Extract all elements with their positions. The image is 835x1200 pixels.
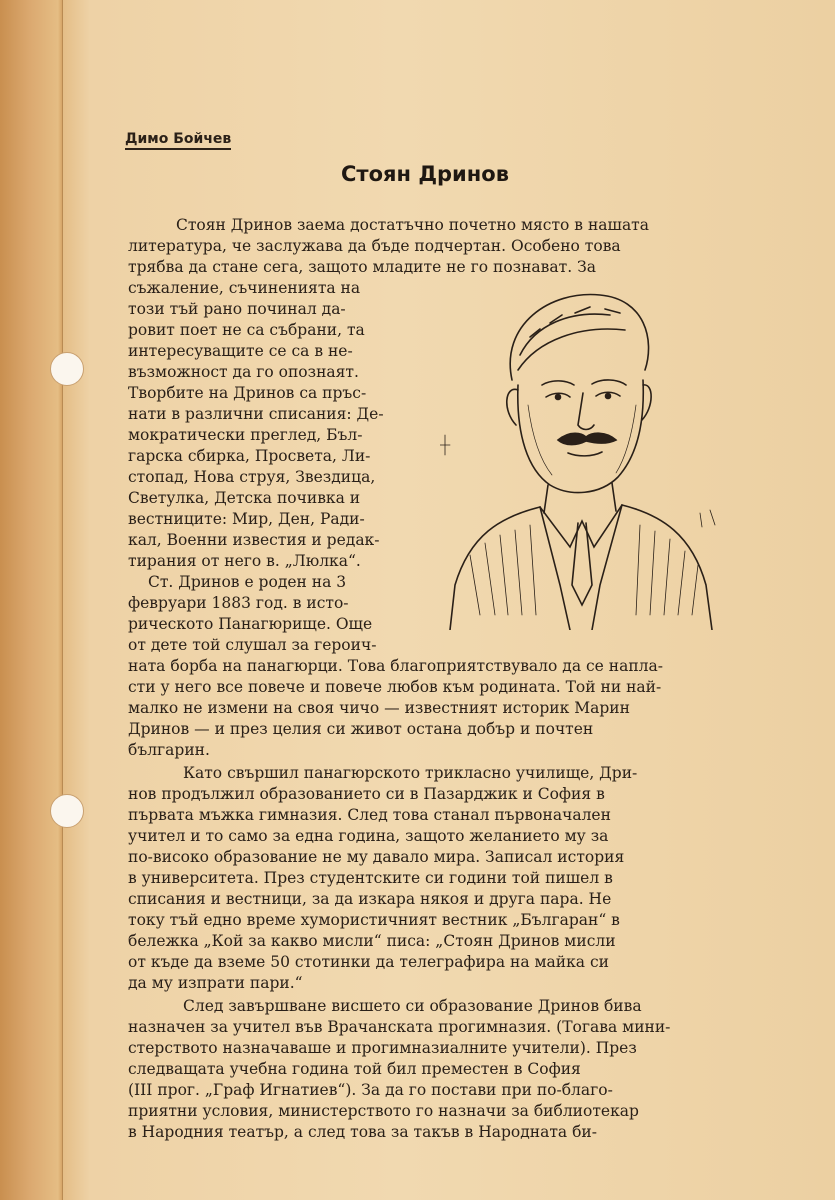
text-line: стопад, Нова струя, Звездица, <box>128 468 376 486</box>
text-line: току тъй едно време хумористичният вестник „Българан“ в <box>128 911 620 929</box>
text-line: от дете той слушал за героич- <box>128 636 377 654</box>
text-line: интересуващите се са в не- <box>128 342 353 360</box>
punch-hole-bottom <box>50 794 84 828</box>
text-line: (III прог. „Граф Игнатиев“). За да го постави при по-благо- <box>128 1081 613 1099</box>
text-line: малко не измени на своя чичо — известният историк Марин <box>128 699 630 717</box>
text-line: от къде да вземе 50 стотинки да телеграфира на майка си <box>128 953 609 971</box>
text-line: кал, Военни известия и редак- <box>128 531 380 549</box>
text-line: вестниците: Мир, Ден, Ради- <box>128 510 365 528</box>
text-line: гарска сбирка, Просвета, Ли- <box>128 447 371 465</box>
text-line: този тъй рано починал да- <box>128 300 346 318</box>
text-line: Светулка, Детска почивка и <box>128 489 361 507</box>
text-line: по-високо образование не му давало мира. Записал история <box>128 848 625 866</box>
text-line: нов продължил образованието си в Пазарджик и София в <box>128 785 605 803</box>
text-line: стерството назначаваше и прогимназиалните учители). През <box>128 1039 637 1057</box>
text-line: приятни условия, министерството го назначи за библиотекар <box>128 1102 639 1120</box>
text-line: февруари 1883 год. в исто- <box>128 594 349 612</box>
text-line: ната борба на панагюрци. Това благоприятствувало да се напла- <box>128 657 663 675</box>
text-line: Творбите на Дринов са пръс- <box>128 384 367 402</box>
text-line: българин. <box>128 741 210 759</box>
text-line: Стоян Дринов заема достатъчно почетно място в нашата <box>176 216 649 234</box>
text-line: възможност да го опознаят. <box>128 363 359 381</box>
text-line: бележка „Кой за какво мисли“ писа: „Стоян Дринов мисли <box>128 932 616 950</box>
text-line: първата мъжка гимназия. След това станал първоначален <box>128 806 611 824</box>
text-line: в университета. През студентските си години той пишел в <box>128 869 613 887</box>
text-line: Като свършил панагюрското трикласно училище, Дри- <box>183 764 638 782</box>
text-line: списания и вестници, за да изкара някоя и друга пара. Не <box>128 890 612 908</box>
text-line: След завършване висшето си образование Дринов бива <box>183 997 642 1015</box>
punch-hole-top <box>50 352 84 386</box>
binding-fold <box>0 0 63 1200</box>
text-line: следващата учебна година той бил преместен в София <box>128 1060 581 1078</box>
text-line: Дринов — и през целия си живот остана добър и почтен <box>128 720 594 738</box>
text-line: мократически преглед, Бъл- <box>128 426 363 444</box>
text-line: литература, че заслужава да бъде подчертан. Особено това <box>128 237 621 255</box>
text-line: учител и то само за една година, защото желанието му за <box>128 827 609 845</box>
text-line: назначен за учител във Врачанската прогимназия. (Тогава мини- <box>128 1018 671 1036</box>
text-line: съжаление, съчиненията на <box>128 279 361 297</box>
text-line: ровит поет не са събрани, та <box>128 321 365 339</box>
text-line: нати в различни списания: Де- <box>128 405 384 423</box>
text-line: трябва да стане сега, защото младите не го познават. За <box>128 258 596 276</box>
text-line: сти у него все повече и повече любов към родината. Той ни най- <box>128 678 662 696</box>
text-line: да му изпрати пари.“ <box>128 974 303 992</box>
author-name: Димо Бойчев <box>125 131 231 150</box>
article-title: Стоян Дринов <box>341 162 509 186</box>
text-line: в Народния театър, а след това за такъв в Народната би- <box>128 1123 597 1141</box>
portrait-illustration <box>440 285 725 630</box>
text-line: рическото Панагюрище. Още <box>128 615 373 633</box>
text-line: Ст. Дринов е роден на 3 <box>148 573 347 591</box>
text-line: тирания от него в. „Люлка“. <box>128 552 361 570</box>
